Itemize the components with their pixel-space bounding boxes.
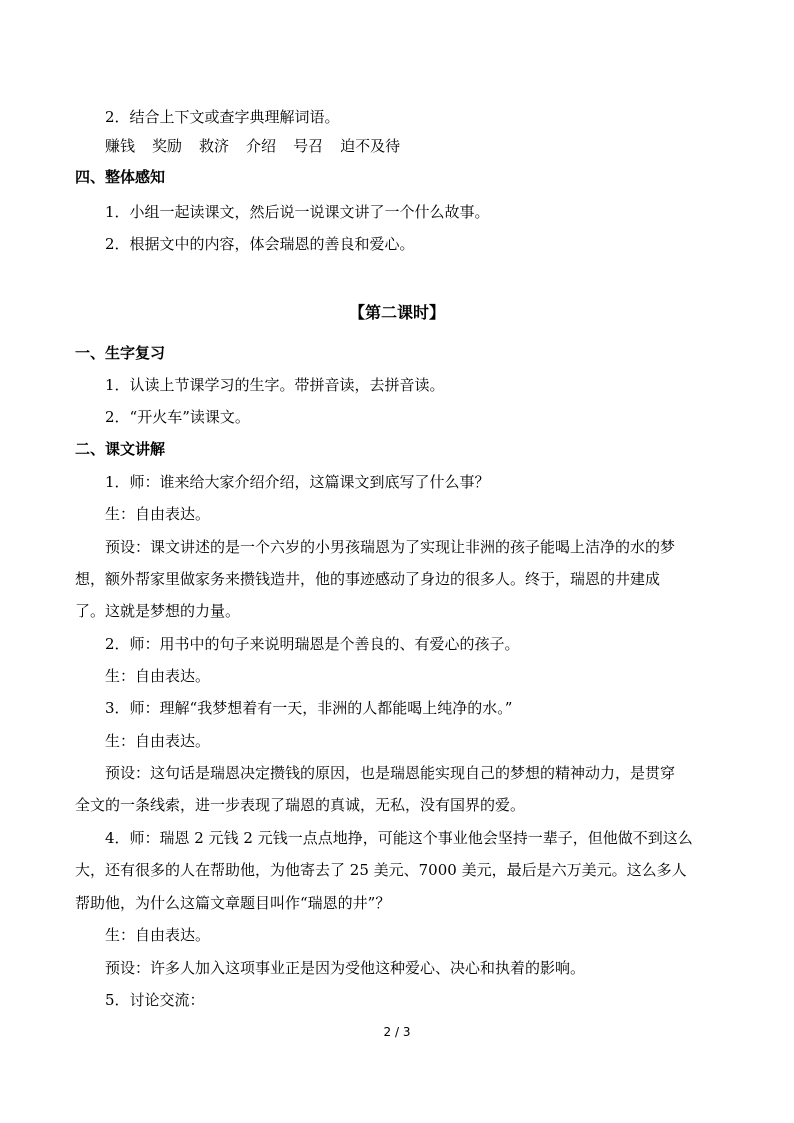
answer-2: 生：自由表达。 <box>105 667 211 685</box>
section-heading-4: 四、整体感知 <box>75 168 166 186</box>
question-4-line-2: 大，还有很多的人在帮助他，为他寄去了 25 美元、7000 美元，最后是六万美元。这么多人 <box>75 861 687 879</box>
lesson2-title: 【第二课时】 <box>348 303 445 322</box>
answer-3: 生：自由表达。 <box>105 732 211 750</box>
section4-item2: 2．根据文中的内容，体会瑞恩的善良和爱心。 <box>105 235 415 253</box>
question-4-line-3: 帮助他，为什么这篇文章题目叫作“瑞恩的井”？ <box>75 894 391 912</box>
question-3: 3．师：理解“我梦想着有一天，非洲的人都能喝上纯净的水。” <box>105 699 513 717</box>
section-heading-2: 二、课文讲解 <box>75 440 166 458</box>
preset-3-line-1: 预设：这句话是瑞恩决定攒钱的原因，也是瑞恩能实现自己的梦想的精神动力，是贯穿 <box>105 764 676 782</box>
word-0: 赚钱 <box>105 137 136 155</box>
word-2: 救济 <box>199 137 230 155</box>
section1-item2: 2．“开火车”读课文。 <box>105 408 250 426</box>
page-number: 2 / 3 <box>383 1025 411 1039</box>
preset-1-line-1: 预设：课文讲述的是一个六岁的小男孩瑞恩为了实现让非洲的孩子能喝上洁净的水的梦 <box>105 538 676 556</box>
section-heading-1: 一、生字复习 <box>75 344 166 362</box>
preset-3-line-2: 全文的一条线索，进一步表现了瑞恩的真诚，无私，没有国界的爱。 <box>75 796 526 814</box>
preset-1-line-2: 想，额外帮家里做家务来攒钱造井，他的事迹感动了身边的很多人。终于，瑞恩的井建成 <box>75 570 661 588</box>
section1-item1: 1．认读上节课学习的生字。带拼音读，去拼音读。 <box>105 376 445 394</box>
preset-1-line-3: 了。这就是梦想的力量。 <box>75 602 241 620</box>
question-1: 1．师：谁来给大家介绍介绍，这篇课文到底写了什么事？ <box>105 473 490 491</box>
word-3: 介绍 <box>246 137 277 155</box>
answer-4: 生：自由表达。 <box>105 926 211 944</box>
question-2: 2．师：用书中的句子来说明瑞恩是个善良的、有爱心的孩子。 <box>105 635 520 653</box>
question-4-line-1: 4．师：瑞恩 2 元钱 2 元钱一点点地挣，可能这个事业他会坚持一辈子，但他做不到这么 <box>105 829 693 847</box>
section4-item1: 1．小组一起读课文，然后说一说课文讲了一个什么故事。 <box>105 203 490 221</box>
word-4: 号召 <box>293 137 324 155</box>
preset-4: 预设：许多人加入这项事业正是因为受他这种爱心、决心和执着的影响。 <box>105 959 586 977</box>
question-5: 5．讨论交流： <box>105 991 205 1009</box>
word-1: 奖励 <box>152 137 183 155</box>
word-5: 迫不及待 <box>340 137 401 155</box>
answer-1: 生：自由表达。 <box>105 505 211 523</box>
lesson1-item2: 2．结合上下文或查字典理解词语。 <box>105 108 340 126</box>
vocabulary-words <box>105 135 417 157</box>
